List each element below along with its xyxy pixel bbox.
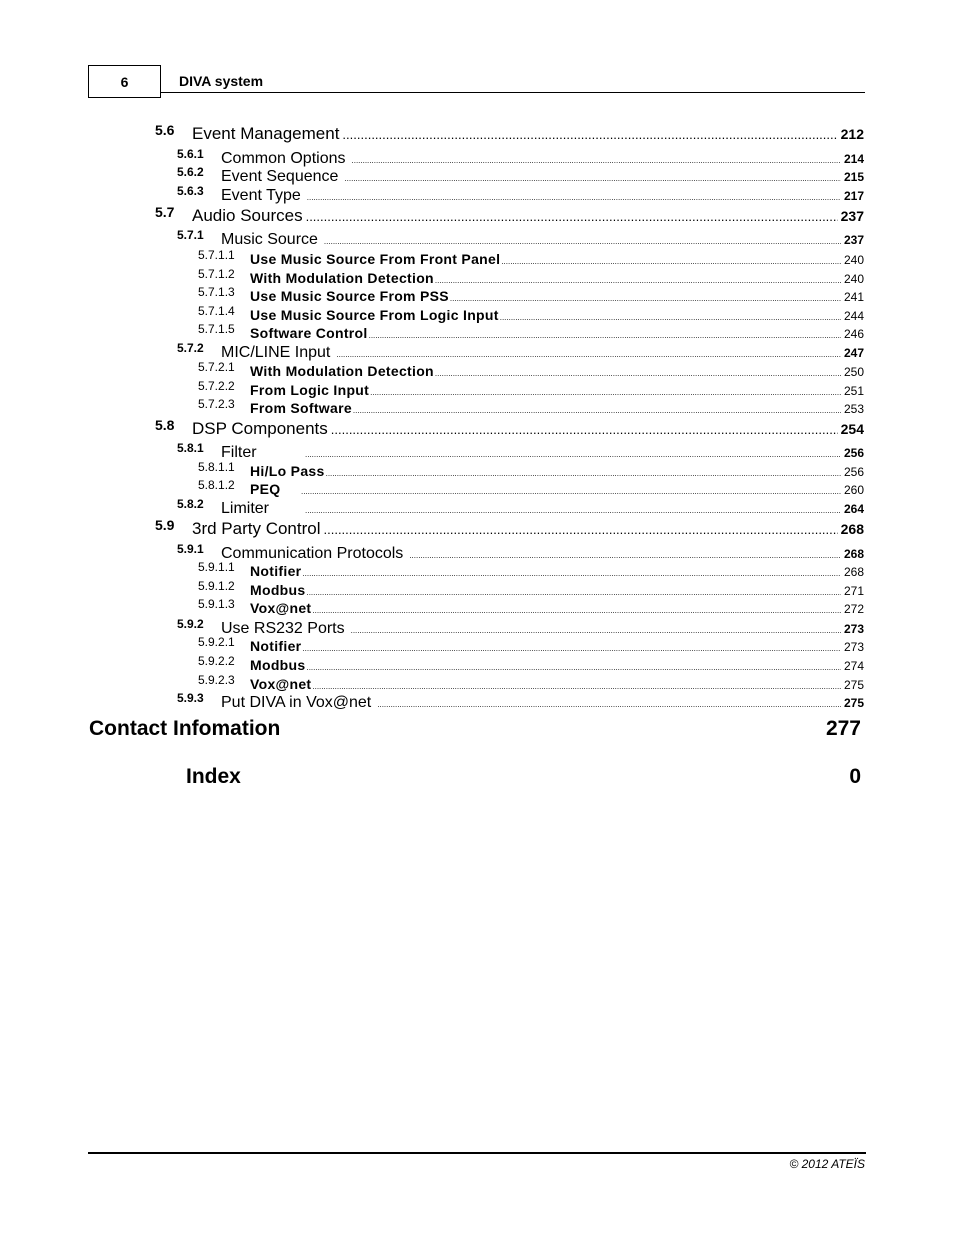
toc-entry-title: Use Music Source From Logic Input bbox=[250, 307, 499, 323]
toc-entry[interactable] bbox=[177, 184, 864, 205]
toc-entry-number: 5.7.2.1 bbox=[198, 360, 235, 374]
toc-entry-page: 244 bbox=[843, 309, 864, 323]
toc-entry-page: 212 bbox=[840, 126, 864, 142]
toc-entry-page: 237 bbox=[843, 233, 864, 247]
toc-entry-title: Event Management bbox=[192, 124, 340, 143]
toc-dot-leader bbox=[312, 682, 841, 691]
toc-entry[interactable] bbox=[177, 542, 864, 563]
toc-entry-page: 247 bbox=[843, 346, 864, 360]
toc-dot-leader bbox=[344, 174, 841, 183]
toc-dot-leader bbox=[351, 626, 841, 635]
toc-dot-leader bbox=[336, 350, 841, 359]
toc-dot-leader bbox=[352, 156, 841, 165]
toc-entry[interactable] bbox=[198, 397, 864, 416]
toc-dot-leader bbox=[500, 313, 841, 322]
toc-entry-page: 271 bbox=[843, 584, 864, 598]
toc-entry-number: 5.7.1.3 bbox=[198, 285, 235, 299]
toc-dot-leader bbox=[450, 294, 841, 303]
toc-entry-number: 5.7 bbox=[155, 204, 175, 220]
toc-entry-title: Vox@net bbox=[250, 600, 312, 616]
toc-entry[interactable] bbox=[177, 441, 864, 462]
header-rule bbox=[161, 92, 865, 93]
toc-entry[interactable] bbox=[177, 497, 864, 518]
toc-dot-leader bbox=[369, 331, 841, 340]
toc-entry-title: Use Music Source From Front Panel bbox=[250, 251, 501, 267]
toc-dot-leader bbox=[302, 644, 841, 653]
toc-entry[interactable] bbox=[198, 579, 864, 598]
toc-entry-number: 5.9.2.1 bbox=[198, 635, 235, 649]
toc-entry-page: 215 bbox=[843, 170, 864, 184]
toc-entry-title: Limiter bbox=[221, 500, 270, 517]
toc-entry-number: 5.7.1.1 bbox=[198, 248, 235, 262]
toc-dot-leader bbox=[305, 450, 841, 459]
toc-entry-number: 5.7.2.3 bbox=[198, 397, 235, 411]
toc-entry-title: Common Options bbox=[221, 150, 346, 167]
page-number: 6 bbox=[88, 65, 161, 98]
toc-entry[interactable] bbox=[198, 460, 864, 479]
toc-dot-leader bbox=[331, 422, 838, 437]
toc-dot-leader bbox=[353, 406, 841, 415]
toc-dot-leader bbox=[324, 522, 838, 537]
toc-entry-page: 268 bbox=[843, 565, 864, 579]
toc-dot-leader bbox=[306, 663, 841, 672]
toc-entry-number: 5.9.2 bbox=[177, 617, 204, 631]
toc-entry-title: With Modulation Detection bbox=[250, 270, 434, 286]
toc-entry-number: 5.6 bbox=[155, 122, 175, 138]
toc-dot-leader bbox=[435, 369, 841, 378]
footer-rule bbox=[88, 1152, 866, 1154]
toc-entry-number: 5.8.1 bbox=[177, 441, 204, 455]
toc-entry-number: 5.9.1.1 bbox=[198, 560, 235, 574]
toc-entry-page: 275 bbox=[843, 678, 864, 692]
toc-entry-number: 5.7.2 bbox=[177, 341, 204, 355]
toc-entry-page: 217 bbox=[843, 189, 864, 203]
toc-entry-number: 5.6.3 bbox=[177, 184, 204, 198]
toc-entry-page: 214 bbox=[843, 152, 864, 166]
toc-entry-title: With Modulation Detection bbox=[250, 363, 434, 379]
toc-entry[interactable] bbox=[155, 204, 864, 226]
toc-entry-number: 5.9.1.3 bbox=[198, 597, 235, 611]
toc-dot-leader bbox=[301, 487, 841, 496]
toc-entry-title: Modbus bbox=[250, 582, 306, 598]
toc-dot-leader bbox=[306, 209, 838, 224]
toc-entry-number: 5.6.1 bbox=[177, 147, 204, 161]
toc-entry-number: 5.9.1 bbox=[177, 542, 204, 556]
toc-entry-page: 268 bbox=[843, 547, 864, 561]
toc-entry-page: 264 bbox=[843, 502, 864, 516]
toc-dot-leader bbox=[435, 276, 841, 285]
toc-entry-page: 273 bbox=[843, 640, 864, 654]
toc-entry-page: 246 bbox=[843, 327, 864, 341]
toc-entry[interactable] bbox=[177, 228, 864, 249]
toc-entry-title: Notifier bbox=[250, 563, 302, 579]
toc-entry[interactable] bbox=[177, 691, 864, 712]
toc-entry-title: Music Source bbox=[221, 231, 318, 248]
toc-entry[interactable] bbox=[198, 597, 864, 616]
toc-entry-title: Notifier bbox=[250, 638, 302, 654]
toc-dot-leader bbox=[342, 127, 837, 142]
toc-entry-title: Use Music Source From PSS bbox=[250, 288, 449, 304]
toc-entry-number: 5.6.2 bbox=[177, 165, 204, 179]
toc-entry[interactable] bbox=[198, 360, 864, 379]
toc-entry-title: 3rd Party Control bbox=[192, 519, 321, 538]
toc-dot-leader bbox=[370, 388, 841, 397]
toc-entry-page: 250 bbox=[843, 365, 864, 379]
toc-entry-page: 254 bbox=[840, 421, 864, 437]
toc-entry[interactable] bbox=[155, 417, 864, 439]
toc-entry[interactable] bbox=[198, 654, 864, 673]
toc-entry-number: 5.7.1.2 bbox=[198, 267, 235, 281]
toc-dot-leader bbox=[326, 469, 841, 478]
toc-entry[interactable] bbox=[198, 304, 864, 323]
toc-entry[interactable] bbox=[177, 147, 864, 168]
toc-entry[interactable] bbox=[155, 122, 864, 144]
toc-entry-page: 275 bbox=[843, 696, 864, 710]
toc-entry-title: Event Sequence bbox=[221, 168, 339, 185]
toc-dot-leader bbox=[302, 569, 841, 578]
toc-entry-page: 273 bbox=[843, 622, 864, 636]
toc-entry[interactable] bbox=[198, 248, 864, 267]
toc-entry-number: 5.8.1.2 bbox=[198, 478, 235, 492]
toc-dot-leader bbox=[324, 237, 841, 246]
toc-entry-number: 5.8.1.1 bbox=[198, 460, 235, 474]
toc-entry-title: Vox@net bbox=[250, 676, 312, 692]
toc-entry-page: 260 bbox=[843, 483, 864, 497]
toc-entry-number: 5.7.1.5 bbox=[198, 322, 235, 336]
toc-entry-title: PEQ bbox=[250, 481, 281, 497]
toc-dot-leader bbox=[305, 506, 841, 515]
toc-entry[interactable] bbox=[198, 635, 864, 654]
toc-dot-leader bbox=[377, 700, 841, 709]
toc-entry-page: 274 bbox=[843, 659, 864, 673]
toc-entry-number: 5.9.2.3 bbox=[198, 673, 235, 687]
toc-dot-leader bbox=[312, 606, 841, 615]
toc-entry-page: 241 bbox=[843, 290, 864, 304]
toc-entry-title: Communication Protocols bbox=[221, 545, 404, 562]
toc-dot-leader bbox=[306, 588, 841, 597]
toc-entry-page: 268 bbox=[840, 521, 864, 537]
footer-copyright: © 2012 ATEÏS bbox=[789, 1157, 865, 1171]
toc-entry[interactable] bbox=[198, 285, 864, 304]
toc-entry[interactable] bbox=[177, 617, 864, 638]
toc-entry-page: 256 bbox=[843, 446, 864, 460]
toc-entry-number: 5.8 bbox=[155, 417, 175, 433]
toc-entry-number: 5.9.3 bbox=[177, 691, 204, 705]
toc-entry[interactable] bbox=[177, 165, 864, 186]
toc-entry-number: 5.9 bbox=[155, 517, 175, 533]
chapter-title-index[interactable]: Index bbox=[186, 765, 241, 788]
toc-entry[interactable] bbox=[177, 341, 864, 362]
toc-entry-number: 5.9.2.2 bbox=[198, 654, 235, 668]
toc-entry-page: 253 bbox=[843, 402, 864, 416]
toc-entry-title: Put DIVA in Vox@net bbox=[221, 694, 372, 711]
toc-entry-title: Filter bbox=[221, 444, 257, 461]
toc-entry-page: 251 bbox=[843, 384, 864, 398]
toc-entry[interactable] bbox=[198, 478, 864, 497]
toc-entry-title: MIC/LINE Input bbox=[221, 344, 331, 361]
toc-entry-page: 256 bbox=[843, 465, 864, 479]
toc-entry-title: Use RS232 Ports bbox=[221, 620, 345, 637]
toc-dot-leader bbox=[501, 257, 841, 266]
toc-entry-title: Modbus bbox=[250, 657, 306, 673]
toc-entry-title: Software Control bbox=[250, 325, 368, 341]
toc-entry[interactable] bbox=[198, 267, 864, 286]
toc-entry-title: Event Type bbox=[221, 187, 301, 204]
chapter-page-contact: 277 bbox=[825, 717, 861, 740]
toc-entry-page: 237 bbox=[840, 208, 864, 224]
toc-entry-title: DSP Components bbox=[192, 419, 328, 438]
toc-entry-number: 5.8.2 bbox=[177, 497, 204, 511]
toc-entry-title: Audio Sources bbox=[192, 206, 303, 225]
chapter-page-index: 0 bbox=[849, 765, 861, 788]
running-header-title: DIVA system bbox=[179, 73, 264, 89]
toc-entry[interactable] bbox=[198, 560, 864, 579]
toc-entry-title: From Software bbox=[250, 400, 352, 416]
toc-entry-number: 5.7.1 bbox=[177, 228, 204, 242]
toc-entry-number: 5.7.1.4 bbox=[198, 304, 235, 318]
toc-entry[interactable] bbox=[198, 673, 864, 692]
toc-entry-page: 240 bbox=[843, 253, 864, 267]
toc-entry-number: 5.9.1.2 bbox=[198, 579, 235, 593]
toc-entry-page: 240 bbox=[843, 272, 864, 286]
toc-entry[interactable] bbox=[198, 379, 864, 398]
toc-entry[interactable] bbox=[155, 517, 864, 539]
toc-entry[interactable] bbox=[198, 322, 864, 341]
chapter-title-contact[interactable]: Contact Infomation bbox=[89, 717, 281, 740]
toc-entry-number: 5.7.2.2 bbox=[198, 379, 235, 393]
toc-dot-leader bbox=[409, 551, 841, 560]
toc-entry-title: From Logic Input bbox=[250, 382, 370, 398]
toc-entry-page: 272 bbox=[843, 602, 864, 616]
toc-entry-title: Hi/Lo Pass bbox=[250, 463, 325, 479]
toc-dot-leader bbox=[307, 193, 841, 202]
